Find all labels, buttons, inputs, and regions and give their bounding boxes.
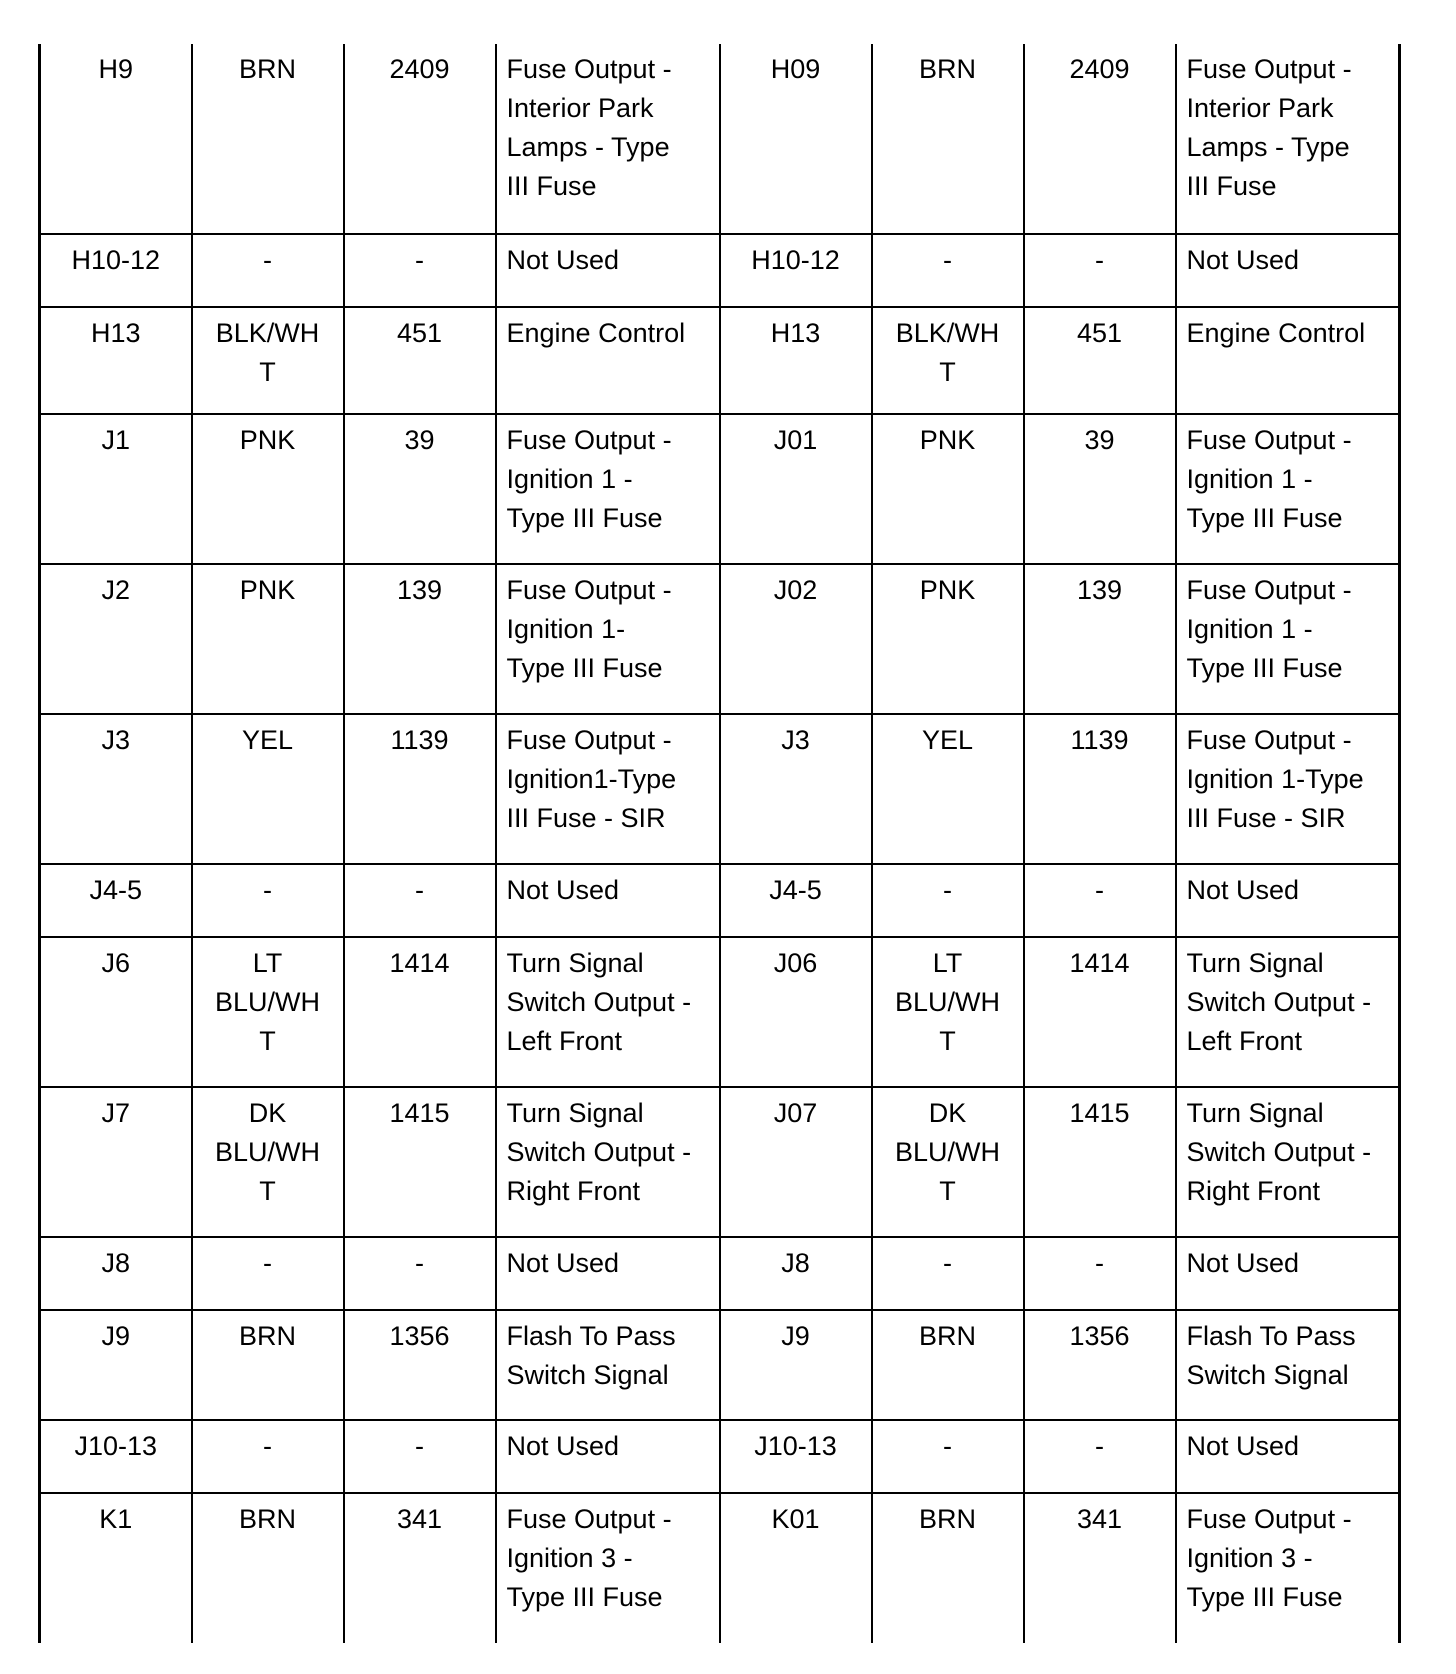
- wire-color-cell-alt: [872, 307, 1024, 414]
- wire-color-cell: [192, 307, 344, 414]
- cell-text: Fuse Output - Ignition 1 - Type III Fuse: [506, 425, 672, 533]
- circuit-number-cell: [344, 234, 496, 307]
- function-cell: [496, 937, 720, 1087]
- cell-text: 1356: [389, 1321, 450, 1351]
- cell-text: Fuse Output - Ignition1-Type III Fuse - SIR: [506, 725, 677, 833]
- cell-text: J2: [101, 575, 131, 605]
- cell-text: Not Used: [1186, 1431, 1300, 1461]
- cell-text: -: [1095, 245, 1104, 275]
- circuit-number-cell: [344, 1087, 496, 1237]
- function-cell-alt: [1176, 1420, 1400, 1493]
- cell-text: BRN: [918, 1504, 976, 1534]
- cell-text: H10-12: [751, 245, 840, 275]
- cell-text: -: [943, 245, 952, 275]
- function-cell-alt: [1176, 1237, 1400, 1310]
- wire-color-cell-alt: [872, 1493, 1024, 1643]
- wire-color-cell: [192, 234, 344, 307]
- cavity-cell: [40, 1237, 192, 1310]
- circuit-number-cell: [344, 1237, 496, 1310]
- connector-pinout-table: [38, 44, 1401, 1643]
- circuit-number-cell: [344, 564, 496, 714]
- circuit-number-cell-alt: [1024, 44, 1176, 234]
- cell-text: J3: [101, 725, 131, 755]
- cell-text: Fuse Output - Ignition 3 - Type III Fuse: [506, 1504, 672, 1612]
- cell-text: -: [415, 875, 424, 905]
- function-cell: [496, 1087, 720, 1237]
- cavity-cell-alt: [720, 1087, 872, 1237]
- cavity-cell-alt: [720, 1420, 872, 1493]
- function-cell-alt: [1176, 44, 1400, 234]
- circuit-number-cell-alt: [1024, 1493, 1176, 1643]
- cell-text: 341: [396, 1504, 443, 1534]
- cavity-cell-alt: [720, 564, 872, 714]
- circuit-number-cell-alt: [1024, 1237, 1176, 1310]
- cell-text: H09: [770, 54, 821, 84]
- function-cell-alt: [1176, 1087, 1400, 1237]
- cell-text: J1: [101, 425, 131, 455]
- cell-text: J9: [781, 1321, 810, 1351]
- cell-text: YEL: [921, 725, 974, 755]
- cell-text: PNK: [919, 575, 976, 605]
- cavity-cell-alt: [720, 937, 872, 1087]
- circuit-number-cell: [344, 714, 496, 864]
- cell-text: -: [943, 1431, 952, 1461]
- function-cell: [496, 1420, 720, 1493]
- table-row: [40, 1310, 1400, 1420]
- circuit-number-cell-alt: [1024, 564, 1176, 714]
- circuit-number-cell: [344, 1420, 496, 1493]
- circuit-number-cell-alt: [1024, 1087, 1176, 1237]
- cell-text: Not Used: [506, 245, 620, 275]
- wire-color-cell-alt: [872, 564, 1024, 714]
- circuit-number-cell-alt: [1024, 1420, 1176, 1493]
- cavity-cell-alt: [720, 414, 872, 564]
- cell-text: 451: [1076, 318, 1123, 348]
- wire-color-cell-alt: [872, 44, 1024, 234]
- cell-text: J01: [773, 425, 818, 455]
- cell-text: J3: [781, 725, 810, 755]
- cell-text: -: [263, 245, 272, 275]
- cell-text: BRN: [238, 1504, 296, 1534]
- cavity-cell-alt: [720, 864, 872, 937]
- circuit-number-cell-alt: [1024, 234, 1176, 307]
- cell-text: LT BLU/WH T: [894, 948, 1000, 1056]
- cell-text: 139: [396, 575, 443, 605]
- circuit-number-cell: [344, 1493, 496, 1643]
- cell-text: 1415: [389, 1098, 450, 1128]
- circuit-number-cell: [344, 44, 496, 234]
- cell-text: J10-13: [74, 1431, 158, 1461]
- table-row: [40, 234, 1400, 307]
- cell-text: -: [415, 1248, 424, 1278]
- cell-text: Not Used: [506, 1248, 620, 1278]
- wire-color-cell: [192, 714, 344, 864]
- cell-text: YEL: [241, 725, 294, 755]
- cell-text: -: [415, 1431, 424, 1461]
- wire-color-cell: [192, 1420, 344, 1493]
- function-cell-alt: [1176, 414, 1400, 564]
- cell-text: Fuse Output - Ignition 1 - Type III Fuse: [1186, 575, 1352, 683]
- circuit-number-cell: [344, 864, 496, 937]
- cell-text: Not Used: [1186, 1248, 1300, 1278]
- cavity-cell-alt: [720, 234, 872, 307]
- cell-text: -: [415, 245, 424, 275]
- wire-color-cell-alt: [872, 864, 1024, 937]
- cell-text: 39: [1084, 425, 1115, 455]
- cell-text: -: [943, 875, 952, 905]
- circuit-number-cell-alt: [1024, 414, 1176, 564]
- cell-text: J02: [773, 575, 818, 605]
- cavity-cell: [40, 1493, 192, 1643]
- circuit-number-cell: [344, 1310, 496, 1420]
- table-row: [40, 714, 1400, 864]
- cell-text: 2409: [1069, 54, 1130, 84]
- cell-text: Fuse Output - Ignition 1 - Type III Fuse: [1186, 425, 1352, 533]
- function-cell: [496, 1310, 720, 1420]
- cell-text: -: [263, 875, 272, 905]
- cell-text: BLK/WH T: [895, 318, 1000, 387]
- circuit-number-cell-alt: [1024, 714, 1176, 864]
- cell-text: J06: [773, 948, 818, 978]
- wire-color-cell: [192, 414, 344, 564]
- cell-text: 1414: [1069, 948, 1130, 978]
- cell-text: 1139: [1070, 725, 1129, 755]
- circuit-number-cell: [344, 307, 496, 414]
- cavity-cell-alt: [720, 307, 872, 414]
- cavity-cell: [40, 307, 192, 414]
- cavity-cell-alt: [720, 714, 872, 864]
- wire-color-cell-alt: [872, 714, 1024, 864]
- wire-color-cell-alt: [872, 937, 1024, 1087]
- cell-text: -: [943, 1248, 952, 1278]
- table-row: [40, 307, 1400, 414]
- cell-text: Fuse Output - Interior Park Lamps - Type III Fuse: [1186, 54, 1352, 201]
- cavity-cell: [40, 1087, 192, 1237]
- cell-text: J6: [101, 948, 131, 978]
- table-row: [40, 564, 1400, 714]
- cell-text: Turn Signal Switch Output - Left Front: [506, 948, 692, 1056]
- cell-text: J07: [773, 1098, 818, 1128]
- function-cell-alt: [1176, 564, 1400, 714]
- cell-text: -: [1095, 1431, 1104, 1461]
- cell-text: J7: [101, 1098, 131, 1128]
- wire-color-cell-alt: [872, 414, 1024, 564]
- cell-text: PNK: [919, 425, 976, 455]
- function-cell-alt: [1176, 714, 1400, 864]
- cell-text: 1414: [389, 948, 450, 978]
- cell-text: -: [263, 1431, 272, 1461]
- cell-text: Fuse Output - Interior Park Lamps - Type III Fuse: [506, 54, 672, 201]
- cell-text: DK BLU/WH T: [214, 1098, 320, 1206]
- cavity-cell: [40, 1420, 192, 1493]
- table-row: [40, 864, 1400, 937]
- circuit-number-cell: [344, 937, 496, 1087]
- cell-text: Flash To Pass Switch Signal: [1186, 1321, 1356, 1390]
- cavity-cell-alt: [720, 1493, 872, 1643]
- wire-color-cell-alt: [872, 1237, 1024, 1310]
- cell-text: Engine Control: [506, 318, 686, 348]
- circuit-number-cell: [344, 414, 496, 564]
- cavity-cell: [40, 564, 192, 714]
- cell-text: 139: [1076, 575, 1123, 605]
- cavity-cell-alt: [720, 1237, 872, 1310]
- cell-text: -: [1095, 1248, 1104, 1278]
- table-body: [40, 44, 1400, 1643]
- function-cell-alt: [1176, 864, 1400, 937]
- cell-text: 451: [396, 318, 443, 348]
- cell-text: Fuse Output - Ignition 1- Type III Fuse: [506, 575, 672, 683]
- cell-text: H13: [770, 318, 821, 348]
- function-cell: [496, 1493, 720, 1643]
- cell-text: Not Used: [1186, 245, 1300, 275]
- function-cell: [496, 414, 720, 564]
- cell-text: Engine Control: [1186, 318, 1366, 348]
- function-cell: [496, 1237, 720, 1310]
- function-cell-alt: [1176, 1493, 1400, 1643]
- circuit-number-cell-alt: [1024, 937, 1176, 1087]
- cavity-cell: [40, 234, 192, 307]
- cell-text: BRN: [918, 1321, 976, 1351]
- table-row: [40, 1237, 1400, 1310]
- cavity-cell: [40, 937, 192, 1087]
- cell-text: DK BLU/WH T: [894, 1098, 1000, 1206]
- wire-color-cell: [192, 864, 344, 937]
- cell-text: 1415: [1069, 1098, 1130, 1128]
- function-cell: [496, 307, 720, 414]
- cavity-cell: [40, 44, 192, 234]
- cell-text: H9: [98, 54, 133, 84]
- cell-text: J8: [101, 1248, 131, 1278]
- cell-text: J9: [101, 1321, 131, 1351]
- cell-text: PNK: [239, 425, 296, 455]
- cell-text: 341: [1076, 1504, 1123, 1534]
- wire-color-cell: [192, 1493, 344, 1643]
- wire-color-cell: [192, 1237, 344, 1310]
- circuit-number-cell-alt: [1024, 1310, 1176, 1420]
- table-row: [40, 414, 1400, 564]
- wire-color-cell: [192, 937, 344, 1087]
- cavity-cell-alt: [720, 1310, 872, 1420]
- cavity-cell: [40, 714, 192, 864]
- cell-text: 1139: [390, 725, 449, 755]
- table-row: [40, 1420, 1400, 1493]
- function-cell: [496, 864, 720, 937]
- cell-text: BRN: [918, 54, 976, 84]
- table-row: [40, 1087, 1400, 1237]
- wire-color-cell-alt: [872, 234, 1024, 307]
- cell-text: 2409: [389, 54, 450, 84]
- cell-text: H13: [90, 318, 141, 348]
- cell-text: Turn Signal Switch Output - Right Front: [506, 1098, 692, 1206]
- cell-text: 39: [404, 425, 435, 455]
- function-cell: [496, 44, 720, 234]
- function-cell: [496, 564, 720, 714]
- wire-color-cell-alt: [872, 1087, 1024, 1237]
- function-cell-alt: [1176, 234, 1400, 307]
- cell-text: BLK/WH T: [215, 318, 320, 387]
- cell-text: -: [1095, 875, 1104, 905]
- table-row: [40, 1493, 1400, 1643]
- cell-text: Not Used: [506, 875, 620, 905]
- function-cell-alt: [1176, 1310, 1400, 1420]
- table-row: [40, 937, 1400, 1087]
- cell-text: BRN: [238, 54, 296, 84]
- cell-text: J8: [781, 1248, 810, 1278]
- cell-text: Flash To Pass Switch Signal: [506, 1321, 676, 1390]
- wire-color-cell-alt: [872, 1420, 1024, 1493]
- cell-text: BRN: [238, 1321, 296, 1351]
- cell-text: J4-5: [89, 875, 143, 905]
- cell-text: -: [263, 1248, 272, 1278]
- function-cell-alt: [1176, 937, 1400, 1087]
- table-row: [40, 44, 1400, 234]
- cell-text: LT BLU/WH T: [214, 948, 320, 1056]
- cavity-cell: [40, 864, 192, 937]
- cell-text: 1356: [1069, 1321, 1130, 1351]
- circuit-number-cell-alt: [1024, 307, 1176, 414]
- cell-text: Fuse Output - Ignition 1-Type III Fuse - SIR: [1186, 725, 1364, 833]
- cell-text: J10-13: [754, 1431, 837, 1461]
- wire-color-cell: [192, 564, 344, 714]
- cell-text: Turn Signal Switch Output - Left Front: [1186, 948, 1372, 1056]
- cell-text: Not Used: [1186, 875, 1300, 905]
- function-cell: [496, 714, 720, 864]
- cell-text: Not Used: [506, 1431, 620, 1461]
- cell-text: H10-12: [71, 245, 161, 275]
- wire-color-cell: [192, 1087, 344, 1237]
- wire-color-cell: [192, 44, 344, 234]
- cell-text: K1: [99, 1504, 133, 1534]
- cell-text: Fuse Output - Ignition 3 - Type III Fuse: [1186, 1504, 1352, 1612]
- circuit-number-cell-alt: [1024, 864, 1176, 937]
- cavity-cell: [40, 414, 192, 564]
- cell-text: Turn Signal Switch Output - Right Front: [1186, 1098, 1372, 1206]
- cell-text: J4-5: [769, 875, 822, 905]
- function-cell: [496, 234, 720, 307]
- cavity-cell-alt: [720, 44, 872, 234]
- wire-color-cell-alt: [872, 1310, 1024, 1420]
- function-cell-alt: [1176, 307, 1400, 414]
- cavity-cell: [40, 1310, 192, 1420]
- wire-color-cell: [192, 1310, 344, 1420]
- cell-text: K01: [771, 1504, 820, 1534]
- cell-text: PNK: [239, 575, 296, 605]
